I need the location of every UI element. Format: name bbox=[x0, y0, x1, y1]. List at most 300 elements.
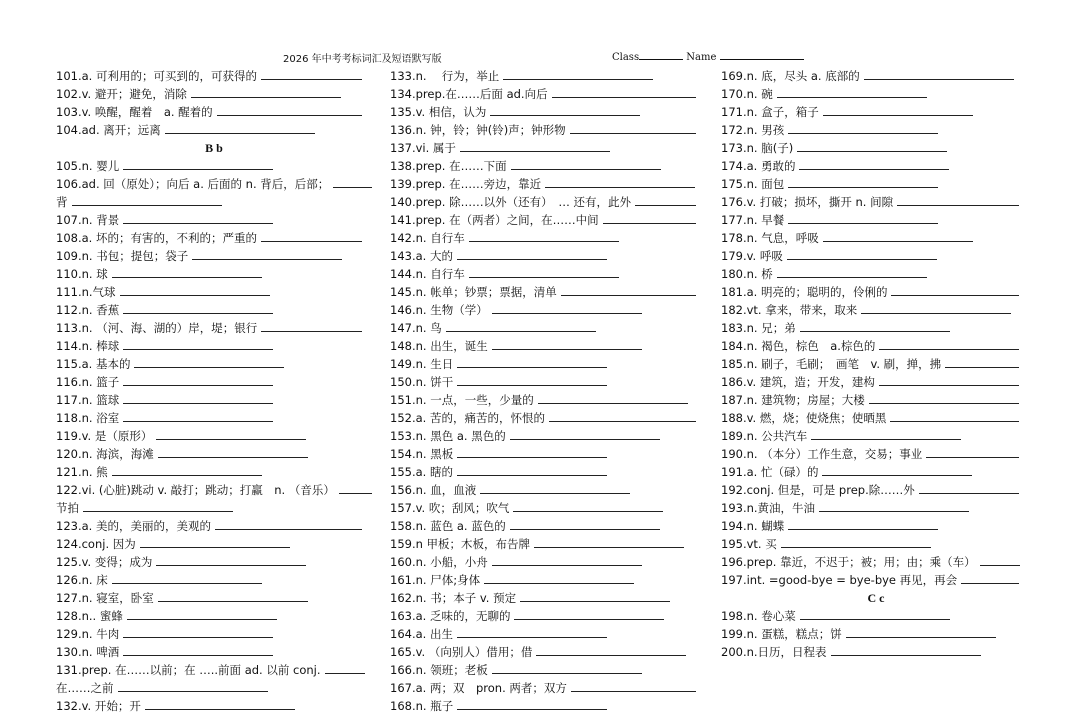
answer-blank[interactable] bbox=[980, 553, 1020, 566]
vocab-entry bbox=[56, 571, 372, 589]
vocab-entry-text: 117.n. 篮球 bbox=[56, 393, 120, 407]
vocab-entry-text: 118.n. 浴室 bbox=[56, 411, 120, 425]
vocab-entry-text: 160.n. 小船，小舟 bbox=[390, 555, 488, 569]
vocab-entry bbox=[390, 283, 706, 301]
vocab-entry bbox=[56, 175, 372, 193]
vocab-entry bbox=[56, 391, 372, 409]
vocab-entry-text: 174.a. 勇敢的 bbox=[721, 159, 796, 173]
vocab-entry-text: 178.n. 气息，呼吸 bbox=[721, 231, 819, 245]
vocab-entry-text: 192.conj. 但是，可是 prep.除……外 bbox=[721, 483, 915, 497]
vocab-entry bbox=[390, 193, 706, 211]
answer-blank[interactable] bbox=[112, 463, 262, 476]
vocab-entry-text: 150.n. 饼干 bbox=[390, 375, 454, 389]
vocab-entry-text: 152.a. 苦的，痛苦的，怀恨的 bbox=[390, 411, 545, 425]
vocab-entry bbox=[721, 283, 1031, 301]
vocab-entry bbox=[390, 121, 706, 139]
answer-blank[interactable] bbox=[339, 481, 372, 494]
vocab-entry-text: 156.n. 血，血液 bbox=[390, 483, 477, 497]
answer-blank[interactable] bbox=[788, 121, 938, 134]
vocab-entry bbox=[390, 571, 706, 589]
column-1 bbox=[56, 67, 372, 715]
answer-blank[interactable] bbox=[490, 103, 640, 116]
answer-blank[interactable] bbox=[158, 589, 308, 602]
vocab-entry-text: 180.n. 桥 bbox=[721, 267, 773, 281]
vocab-entry bbox=[390, 355, 706, 373]
vocab-entry-text: 173.n. 脑(子) bbox=[721, 141, 794, 155]
answer-blank[interactable] bbox=[513, 499, 663, 512]
answer-blank[interactable] bbox=[545, 175, 695, 188]
answer-blank[interactable] bbox=[897, 193, 1019, 206]
vocab-entry bbox=[56, 445, 372, 463]
answer-blank[interactable] bbox=[823, 103, 973, 116]
vocab-entry-text: 121.n. 熊 bbox=[56, 465, 108, 479]
answer-blank[interactable] bbox=[261, 67, 362, 80]
answer-blank[interactable] bbox=[538, 391, 688, 404]
vocab-entry-text: 190.n. （本分）工作生意，交易；事业 bbox=[721, 447, 923, 461]
answer-blank[interactable] bbox=[831, 643, 981, 656]
vocab-entry bbox=[721, 463, 1031, 481]
vocab-entry-text: 134.prep.在……后面 ad.向后 bbox=[390, 87, 548, 101]
vocab-entry bbox=[56, 625, 372, 643]
answer-blank[interactable] bbox=[511, 157, 661, 170]
vocab-entry-text: 191.a. 忙（碌）的 bbox=[721, 465, 819, 479]
vocab-entry-text: 105.n. 婴儿 bbox=[56, 159, 120, 173]
vocab-entry-text: 132.v. 开始；开 bbox=[56, 699, 141, 713]
vocab-entry-text: 138.prep. 在……下面 bbox=[390, 159, 507, 173]
answer-blank[interactable] bbox=[797, 139, 947, 152]
answer-blank[interactable] bbox=[503, 67, 653, 80]
answer-blank[interactable] bbox=[492, 337, 642, 350]
answer-blank[interactable] bbox=[819, 499, 969, 512]
answer-blank[interactable] bbox=[788, 517, 938, 530]
answer-blank[interactable] bbox=[800, 319, 950, 332]
vocab-entry-text: 149.n. 生日 bbox=[390, 357, 454, 371]
vocab-entry bbox=[390, 301, 706, 319]
vocab-entry-text: 120.n. 海滨，海滩 bbox=[56, 447, 154, 461]
vocab-entry bbox=[721, 301, 1031, 319]
vocab-entry bbox=[721, 373, 1031, 391]
vocab-entry bbox=[721, 607, 1031, 625]
vocab-entry bbox=[56, 283, 372, 301]
vocab-entry bbox=[56, 103, 372, 121]
answer-blank[interactable] bbox=[118, 679, 268, 692]
vocab-entry bbox=[390, 391, 706, 409]
vocab-entry bbox=[390, 103, 706, 121]
vocab-entry bbox=[56, 121, 372, 139]
class-label: Class bbox=[612, 52, 640, 63]
vocab-entry-text: 196.prep. 靠近，不迟于；被；用；由；乘（车） bbox=[721, 555, 976, 569]
answer-blank[interactable] bbox=[571, 679, 696, 692]
answer-blank[interactable] bbox=[123, 409, 273, 422]
vocab-entry-text: 111.n.气球 bbox=[56, 285, 116, 299]
vocab-entry-text: 171.n. 盒子，箱子 bbox=[721, 105, 819, 119]
answer-blank[interactable] bbox=[217, 103, 362, 116]
vocab-entry bbox=[390, 697, 706, 715]
vocab-entry bbox=[721, 517, 1031, 535]
answer-blank[interactable] bbox=[457, 445, 607, 458]
vocab-entry bbox=[56, 85, 372, 103]
vocab-entry bbox=[56, 481, 372, 499]
answer-blank[interactable] bbox=[191, 85, 341, 98]
answer-blank[interactable] bbox=[457, 463, 607, 476]
vocab-entry bbox=[721, 319, 1031, 337]
answer-blank[interactable] bbox=[800, 607, 950, 620]
answer-blank[interactable] bbox=[140, 535, 290, 548]
vocab-entry bbox=[56, 607, 372, 625]
vocab-entry-text: 167.a. 两；双 pron. 两者；双方 bbox=[390, 681, 567, 695]
vocab-entry-text: 170.n. 碗 bbox=[721, 87, 773, 101]
vocab-entry bbox=[721, 553, 1031, 571]
vocab-entry-text: 109.n. 书包；提包；袋子 bbox=[56, 249, 189, 263]
answer-blank[interactable] bbox=[123, 625, 273, 638]
answer-blank[interactable] bbox=[127, 607, 277, 620]
vocab-entry bbox=[390, 319, 706, 337]
vocab-entry bbox=[56, 499, 372, 517]
answer-blank[interactable] bbox=[484, 571, 634, 584]
vocab-entry bbox=[390, 535, 706, 553]
answer-blank[interactable] bbox=[520, 589, 670, 602]
vocab-entry-text: 133.n. 行为，举止 bbox=[390, 69, 500, 83]
vocab-entry-text: 188.v. 燃，烧；使烧焦；使晒黑 bbox=[721, 411, 887, 425]
vocab-entry bbox=[56, 427, 372, 445]
answer-blank[interactable] bbox=[788, 175, 938, 188]
vocab-entry-text: 161.n. 尸体;身体 bbox=[390, 573, 481, 587]
vocab-entry-text: 165.v. （向别人）借用；借 bbox=[390, 645, 533, 659]
answer-blank[interactable] bbox=[457, 355, 607, 368]
vocab-entry bbox=[721, 211, 1031, 229]
vocab-entry-text: 199.n. 蛋糕，糕点；饼 bbox=[721, 627, 842, 641]
vocab-entry bbox=[721, 409, 1031, 427]
vocab-entry-text: 164.a. 出生 bbox=[390, 627, 453, 641]
vocab-entry-text: 195.vt. 买 bbox=[721, 537, 777, 551]
answer-blank[interactable] bbox=[123, 301, 273, 314]
answer-blank[interactable] bbox=[879, 337, 1019, 350]
answer-blank[interactable] bbox=[603, 211, 696, 224]
answer-blank[interactable] bbox=[134, 355, 284, 368]
vocab-entry bbox=[390, 265, 706, 283]
worksheet-title: 2026 年中考考标词汇及短语默写版 bbox=[283, 54, 442, 65]
answer-blank[interactable] bbox=[492, 661, 642, 674]
vocab-entry-text: 144.n. 自行车 bbox=[390, 267, 465, 281]
vocab-entry-text: 114.n. 棒球 bbox=[56, 339, 120, 353]
section-heading: C c bbox=[867, 591, 885, 605]
vocab-entry bbox=[56, 67, 372, 85]
answer-blank[interactable] bbox=[787, 247, 937, 260]
answer-blank[interactable] bbox=[156, 427, 306, 440]
vocab-entry-text: 130.n. 啤酒 bbox=[56, 645, 120, 659]
answer-blank[interactable] bbox=[510, 427, 660, 440]
vocab-entry bbox=[390, 589, 706, 607]
answer-blank[interactable] bbox=[799, 157, 949, 170]
answer-blank[interactable] bbox=[165, 121, 315, 134]
page-header bbox=[0, 50, 1080, 64]
vocab-entry-text: 137.vi. 属于 bbox=[390, 141, 456, 155]
vocab-entry-text: 175.n. 面包 bbox=[721, 177, 785, 191]
vocab-entry bbox=[721, 157, 1031, 175]
vocab-entry bbox=[56, 157, 372, 175]
vocab-entry bbox=[390, 463, 706, 481]
answer-blank[interactable] bbox=[961, 571, 1019, 584]
answer-blank[interactable] bbox=[945, 355, 1019, 368]
vocab-entry-text: 103.v. 唤醒，醒着 a. 醒着的 bbox=[56, 105, 213, 119]
answer-blank[interactable] bbox=[635, 193, 696, 206]
vocab-entry bbox=[56, 661, 372, 679]
answer-blank[interactable] bbox=[261, 319, 362, 332]
vocab-entry bbox=[56, 265, 372, 283]
vocab-entry-text: 124.conj. 因为 bbox=[56, 537, 136, 551]
answer-blank[interactable] bbox=[457, 697, 607, 710]
vocab-entry bbox=[56, 337, 372, 355]
vocab-entry bbox=[390, 229, 706, 247]
answer-blank[interactable] bbox=[864, 67, 1014, 80]
vocab-entry-text: 142.n. 自行车 bbox=[390, 231, 465, 245]
answer-blank[interactable] bbox=[788, 211, 938, 224]
vocab-entry-text: 146.n. 生物（学） bbox=[390, 303, 488, 317]
vocab-entry bbox=[390, 175, 706, 193]
vocab-entry-text: 116.n. 篮子 bbox=[56, 375, 120, 389]
vocab-entry bbox=[56, 553, 372, 571]
vocab-entry bbox=[56, 193, 372, 211]
vocab-entry-text: 182.vt. 拿来，带来，取来 bbox=[721, 303, 858, 317]
vocab-entry bbox=[390, 481, 706, 499]
vocab-entry-text: 189.n. 公共汽车 bbox=[721, 429, 808, 443]
column-3 bbox=[721, 67, 1031, 661]
answer-blank[interactable] bbox=[561, 283, 696, 296]
vocab-entry-text: 183.n. 兄；弟 bbox=[721, 321, 796, 335]
vocab-entry-text: 125.v. 变得；成为 bbox=[56, 555, 153, 569]
vocab-entry bbox=[56, 517, 372, 535]
vocab-entry-text: 145.n. 帐单；钞票；票据，清单 bbox=[390, 285, 557, 299]
answer-blank[interactable] bbox=[891, 283, 1019, 296]
vocab-entry-text: 在……之前 bbox=[56, 681, 114, 695]
vocab-entry bbox=[721, 265, 1031, 283]
vocab-entry-text: 194.n. 蝴蝶 bbox=[721, 519, 785, 533]
vocab-entry-text: 184.n. 褐色，棕色 a.棕色的 bbox=[721, 339, 876, 353]
answer-blank[interactable] bbox=[781, 535, 931, 548]
answer-blank[interactable] bbox=[534, 535, 684, 548]
vocab-entry-text: 141.prep. 在（两者）之间，在……中间 bbox=[390, 213, 599, 227]
vocab-entry bbox=[390, 499, 706, 517]
answer-blank[interactable] bbox=[460, 139, 610, 152]
vocab-entry bbox=[721, 337, 1031, 355]
vocab-entry-text: 185.n. 刷子，毛刷； 画笔 v. 刷，掸，拂 bbox=[721, 357, 942, 371]
vocab-entry bbox=[56, 409, 372, 427]
class-field[interactable] bbox=[639, 50, 683, 60]
vocab-entry bbox=[56, 463, 372, 481]
vocab-entry-text: 节拍 bbox=[56, 501, 79, 515]
answer-blank[interactable] bbox=[123, 211, 273, 224]
vocab-entry bbox=[721, 535, 1031, 553]
vocab-entry bbox=[721, 193, 1031, 211]
vocab-entry bbox=[390, 445, 706, 463]
answer-blank[interactable] bbox=[811, 427, 961, 440]
vocab-entry-text: 186.v. 建筑，造；开发，建构 bbox=[721, 375, 875, 389]
answer-blank[interactable] bbox=[192, 247, 342, 260]
vocab-entry bbox=[721, 391, 1031, 409]
vocab-entry-text: 157.v. 吹；刮风；吹气 bbox=[390, 501, 510, 515]
section-heading: B b bbox=[205, 141, 223, 155]
answer-blank[interactable] bbox=[123, 643, 273, 656]
answer-blank[interactable] bbox=[492, 553, 642, 566]
answer-blank[interactable] bbox=[469, 229, 619, 242]
vocab-entry-text: 166.n. 领班；老板 bbox=[390, 663, 488, 677]
vocab-entry bbox=[390, 67, 706, 85]
vocab-entry bbox=[390, 337, 706, 355]
vocab-entry-text: 153.n. 黑色 a. 黑色的 bbox=[390, 429, 506, 443]
answer-blank[interactable] bbox=[457, 247, 607, 260]
answer-blank[interactable] bbox=[123, 337, 273, 350]
answer-blank[interactable] bbox=[777, 85, 927, 98]
vocab-entry-text: 119.v. 是（原形） bbox=[56, 429, 153, 443]
vocab-entry-text: 151.n. 一点，一些，少量的 bbox=[390, 393, 534, 407]
vocab-entry bbox=[721, 85, 1031, 103]
answer-blank[interactable] bbox=[890, 409, 1019, 422]
vocab-entry-text: 168.n. 瓶子 bbox=[390, 699, 454, 713]
vocab-entry bbox=[390, 373, 706, 391]
vocab-entry-text: 163.a. 乏味的，无聊的 bbox=[390, 609, 511, 623]
vocab-entry bbox=[390, 409, 706, 427]
answer-blank[interactable] bbox=[846, 625, 996, 638]
answer-blank[interactable] bbox=[215, 517, 362, 530]
vocab-entry-text: 181.a. 明亮的；聪明的，伶俐的 bbox=[721, 285, 888, 299]
vocab-entry bbox=[721, 247, 1031, 265]
answer-blank[interactable] bbox=[112, 571, 262, 584]
vocab-entry bbox=[56, 697, 372, 715]
vocab-entry bbox=[390, 427, 706, 445]
name-label: Name bbox=[686, 52, 717, 63]
vocab-entry bbox=[721, 445, 1031, 463]
vocab-entry-text: 172.n. 男孩 bbox=[721, 123, 785, 137]
answer-blank[interactable] bbox=[879, 373, 1019, 386]
vocab-entry bbox=[390, 607, 706, 625]
vocab-entry-text: 155.a. 瞎的 bbox=[390, 465, 453, 479]
answer-blank[interactable] bbox=[570, 121, 696, 134]
vocab-entry bbox=[721, 481, 1031, 499]
vocab-entry bbox=[390, 553, 706, 571]
vocab-entry bbox=[390, 517, 706, 535]
answer-blank[interactable] bbox=[457, 373, 607, 386]
answer-blank[interactable] bbox=[158, 445, 308, 458]
answer-blank[interactable] bbox=[822, 463, 972, 476]
vocab-entry bbox=[56, 535, 372, 553]
answer-blank[interactable] bbox=[83, 499, 233, 512]
vocab-entry bbox=[721, 103, 1031, 121]
vocab-entry bbox=[56, 643, 372, 661]
vocab-entry-text: 102.v. 避开；避免，消除 bbox=[56, 87, 187, 101]
answer-blank[interactable] bbox=[919, 481, 1019, 494]
answer-blank[interactable] bbox=[492, 301, 642, 314]
answer-blank[interactable] bbox=[552, 85, 696, 98]
vocab-entry bbox=[56, 589, 372, 607]
vocab-entry bbox=[721, 625, 1031, 643]
vocab-entry-text: 162.n. 书；本子 v. 预定 bbox=[390, 591, 517, 605]
answer-blank[interactable] bbox=[145, 697, 295, 710]
answer-blank[interactable] bbox=[457, 625, 607, 638]
vocab-entry-text: 127.n. 寝室，卧室 bbox=[56, 591, 154, 605]
answer-blank[interactable] bbox=[123, 391, 273, 404]
vocab-entry bbox=[56, 355, 372, 373]
answer-blank[interactable] bbox=[514, 607, 664, 620]
vocab-entry-text: 176.v. 打破；损坏，撕开 n. 间隙 bbox=[721, 195, 894, 209]
vocab-entry-text: 126.n. 床 bbox=[56, 573, 108, 587]
vocab-entry-text: 147.n. 鸟 bbox=[390, 321, 442, 335]
vocab-entry bbox=[390, 661, 706, 679]
vocab-entry-text: 197.int. =good-bye = bye-bye 再见，再会 bbox=[721, 573, 958, 587]
vocab-entry-text: 101.a. 可利用的；可买到的，可获得的 bbox=[56, 69, 257, 83]
answer-blank[interactable] bbox=[325, 661, 365, 674]
answer-blank[interactable] bbox=[861, 301, 1011, 314]
vocab-entry bbox=[721, 643, 1031, 661]
vocab-entry-text: 136.n. 钟，铃；钟(铃)声；钟形物 bbox=[390, 123, 566, 137]
vocab-entry bbox=[721, 175, 1031, 193]
answer-blank[interactable] bbox=[446, 319, 596, 332]
answer-blank[interactable] bbox=[823, 229, 973, 242]
answer-blank[interactable] bbox=[480, 481, 630, 494]
answer-blank[interactable] bbox=[156, 553, 306, 566]
vocab-entry-text: 148.n. 出生，诞生 bbox=[390, 339, 488, 353]
vocab-entry bbox=[56, 247, 372, 265]
vocab-entry-text: 179.v. 呼吸 bbox=[721, 249, 783, 263]
answer-blank[interactable] bbox=[123, 373, 273, 386]
vocab-entry-text: 187.n. 建筑物；房屋；大楼 bbox=[721, 393, 865, 407]
vocab-entry-text: 107.n. 背景 bbox=[56, 213, 120, 227]
vocab-entry-text: 169.n. 底，尽头 a. 底部的 bbox=[721, 69, 860, 83]
vocab-entry bbox=[56, 301, 372, 319]
vocab-entry bbox=[721, 571, 1031, 589]
vocab-entry-text: 140.prep. 除……以外（还有） … 还有，此外 bbox=[390, 195, 631, 209]
column-2 bbox=[390, 67, 706, 715]
vocab-entry-text: 128.n.. 蜜蜂 bbox=[56, 609, 123, 623]
answer-blank[interactable] bbox=[72, 193, 222, 206]
vocab-entry bbox=[56, 679, 372, 697]
vocab-entry bbox=[721, 139, 1031, 157]
answer-blank[interactable] bbox=[333, 175, 372, 188]
vocab-entry-text: 159.n 甲板；木板，布告牌 bbox=[390, 537, 531, 551]
vocab-entry-text: 158.n. 蓝色 a. 蓝色的 bbox=[390, 519, 506, 533]
answer-blank[interactable] bbox=[510, 517, 660, 530]
vocab-entry bbox=[390, 157, 706, 175]
vocab-entry-text: 113.n. （河、海、湖的）岸，堤；银行 bbox=[56, 321, 258, 335]
answer-blank[interactable] bbox=[926, 445, 1019, 458]
vocab-entry bbox=[721, 355, 1031, 373]
vocab-entry-text: 108.a. 坏的；有害的，不利的；严重的 bbox=[56, 231, 257, 245]
vocab-entry-text: 123.a. 美的，美丽的，美观的 bbox=[56, 519, 211, 533]
vocab-entry-text: 112.n. 香蕉 bbox=[56, 303, 120, 317]
answer-blank[interactable] bbox=[469, 265, 619, 278]
vocab-entry bbox=[390, 247, 706, 265]
vocab-entry bbox=[390, 85, 706, 103]
vocab-entry bbox=[390, 211, 706, 229]
vocab-entry-text: 131.prep. 在……以前；在 …..前面 ad. 以前 conj. bbox=[56, 663, 321, 677]
vocab-entry-text: 143.a. 大的 bbox=[390, 249, 453, 263]
answer-blank[interactable] bbox=[112, 265, 262, 278]
vocab-entry-text: 154.n. 黑板 bbox=[390, 447, 454, 461]
answer-blank[interactable] bbox=[536, 643, 686, 656]
vocab-entry bbox=[721, 499, 1031, 517]
vocab-entry bbox=[390, 625, 706, 643]
vocab-entry-text: 193.n.黄油，牛油 bbox=[721, 501, 816, 515]
name-field[interactable] bbox=[720, 50, 804, 60]
answer-blank[interactable] bbox=[120, 283, 270, 296]
answer-blank[interactable] bbox=[869, 391, 1019, 404]
answer-blank[interactable] bbox=[777, 265, 927, 278]
answer-blank[interactable] bbox=[261, 229, 362, 242]
vocab-entry-text: 200.n.日历，日程表 bbox=[721, 645, 827, 659]
vocab-entry bbox=[721, 427, 1031, 445]
vocab-entry bbox=[56, 319, 372, 337]
answer-blank[interactable] bbox=[123, 157, 273, 170]
answer-blank[interactable] bbox=[549, 409, 696, 422]
